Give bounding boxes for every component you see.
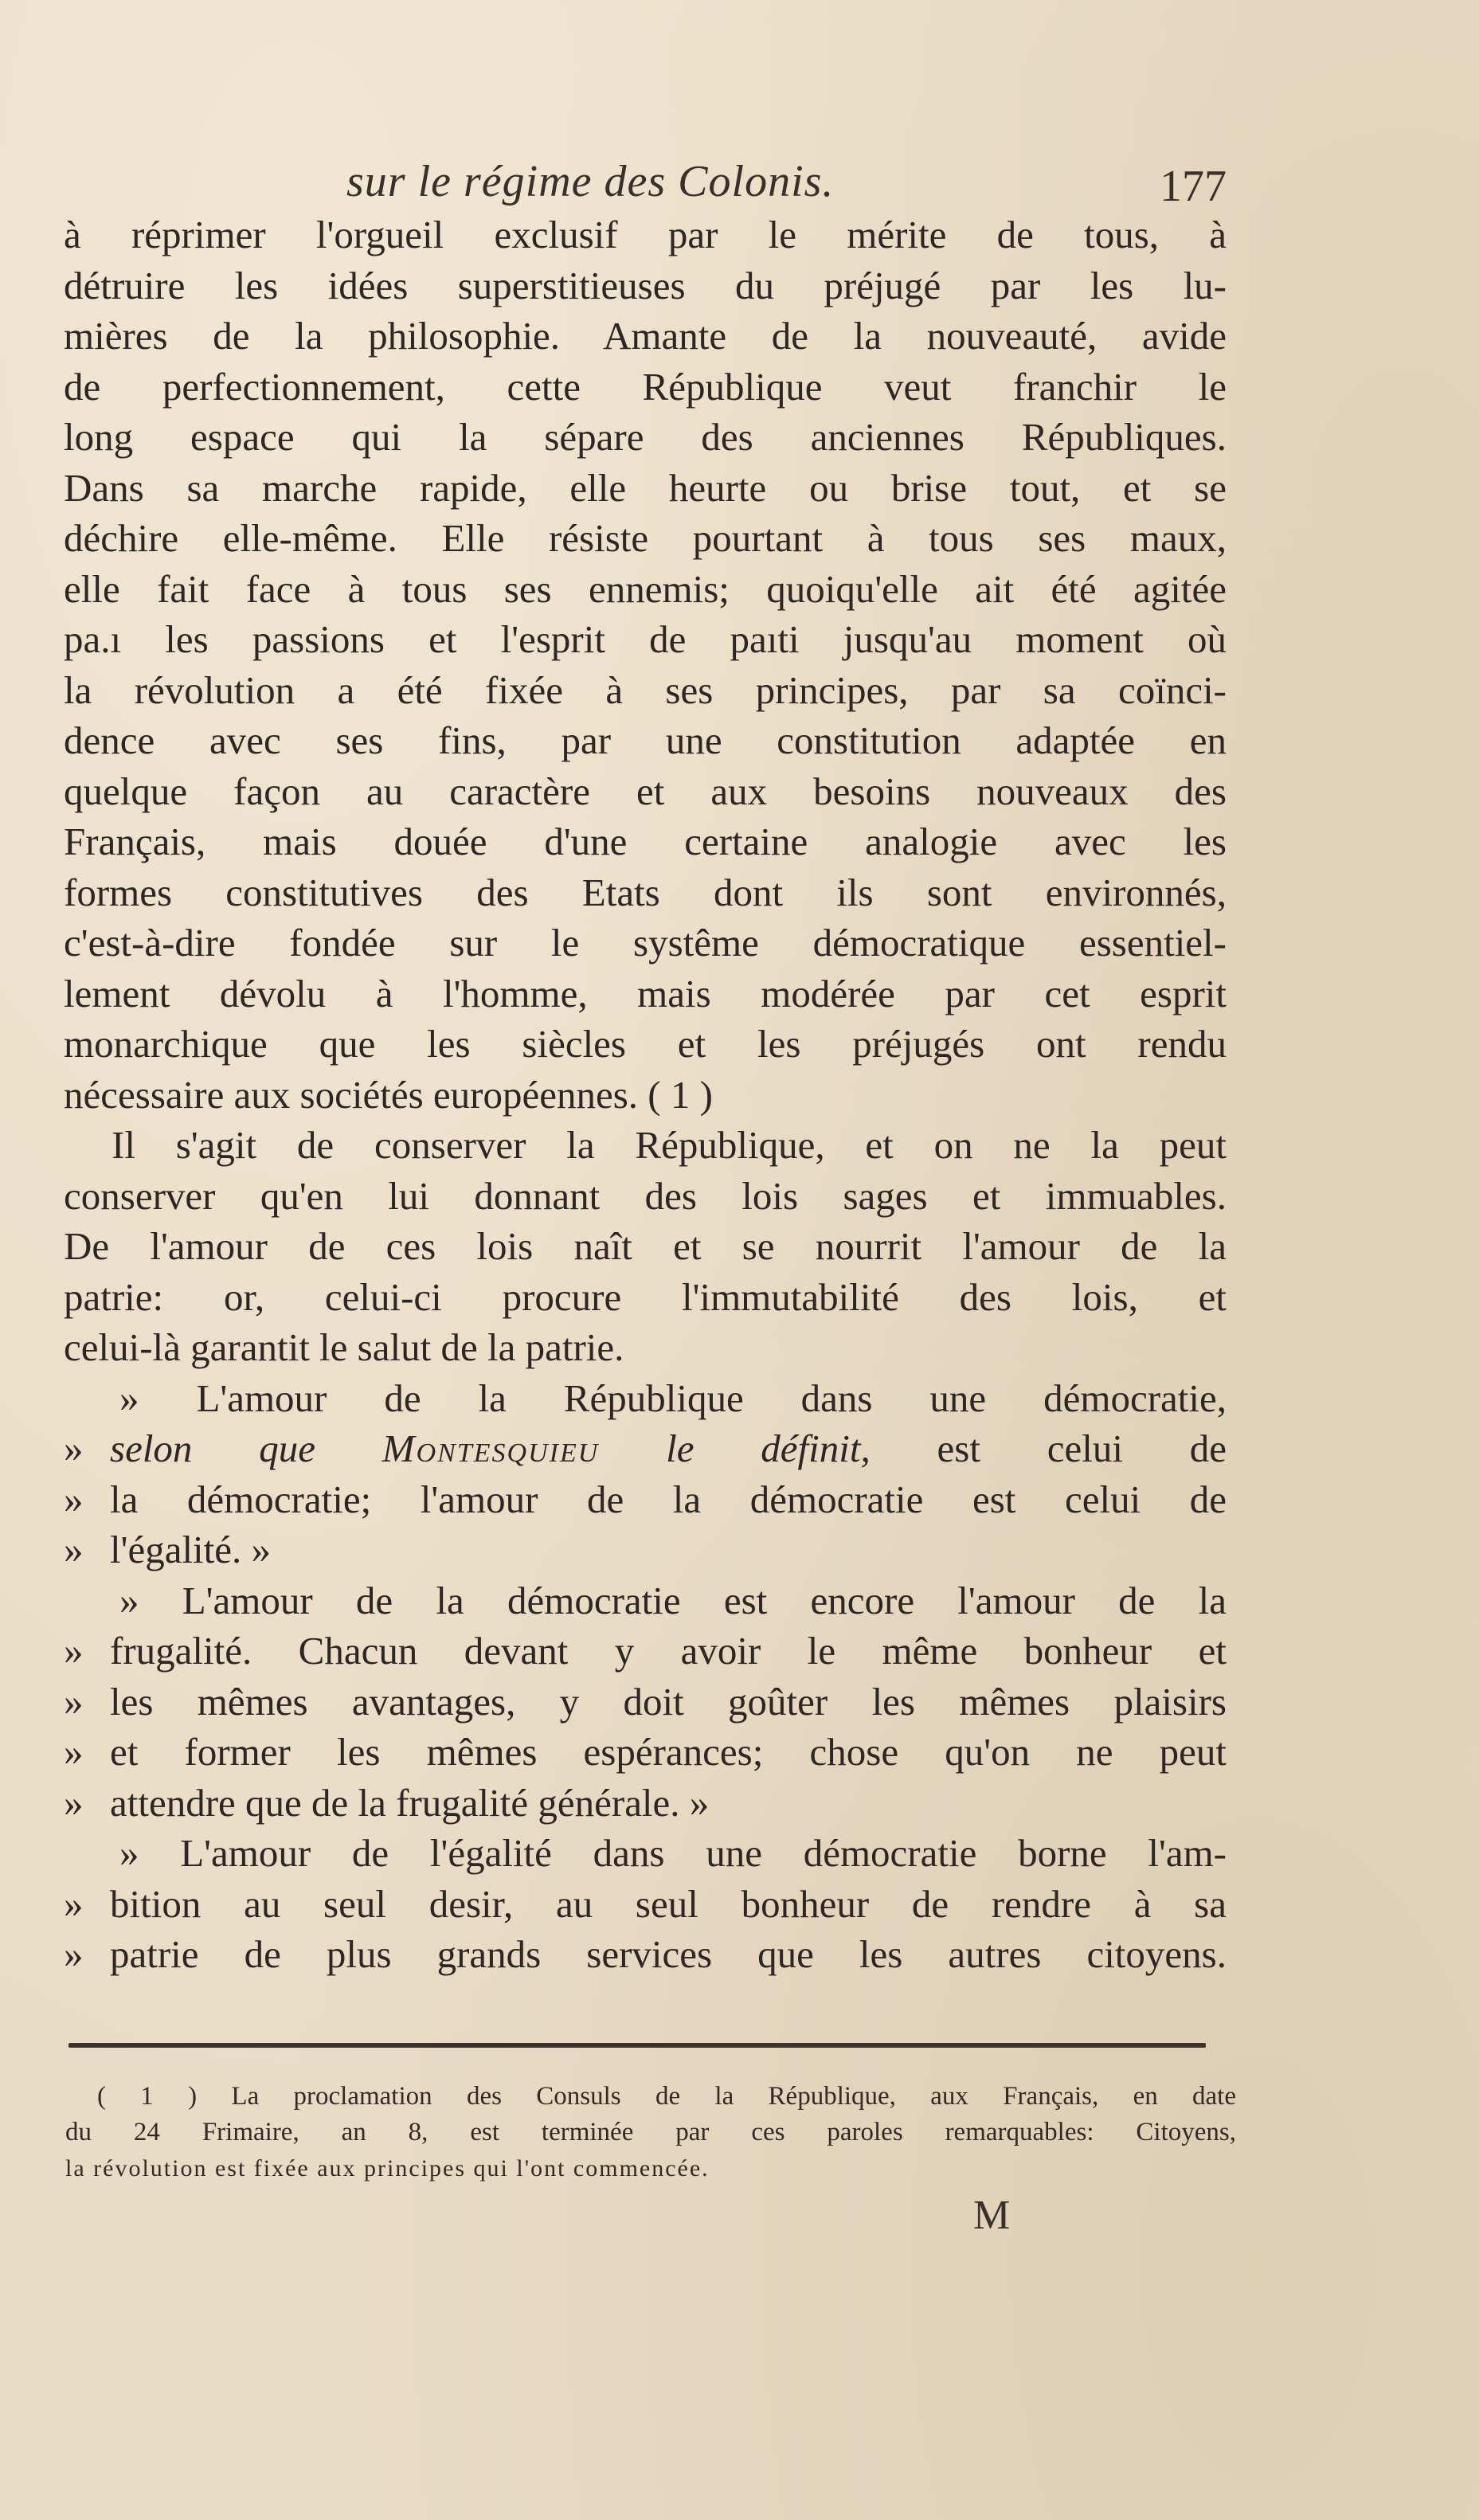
- text-line: Dans sa marche rapide, elle heurte ou brise tout, et se: [64, 465, 1227, 510]
- quote-mark: »: [64, 1679, 84, 1724]
- quote-line: [64, 1677, 1227, 1728]
- quote-line: » L'amour de la démocratie est encore l'amour de la: [119, 1578, 1227, 1622]
- quote-line: [64, 1423, 1227, 1474]
- text-fragment: patrie de plus grands services que les autres citoyens.: [110, 1932, 1227, 1976]
- signature-mark: M: [973, 2193, 1011, 2238]
- text-line: formes constitutives des Etats dont ils sont environnés,: [64, 870, 1227, 914]
- page-number: 177: [1160, 162, 1227, 211]
- text-fragment: est celui de: [937, 1426, 1227, 1470]
- text-line: De l'amour de ces lois naît et se nourrit l'amour de la: [64, 1224, 1227, 1268]
- text-fragment: bition au seul desir, au seul bonheur de rendre à sa: [110, 1881, 1227, 1926]
- text-fragment: la démocratie; l'amour de la démocratie est celui de: [110, 1477, 1227, 1521]
- italic-phrase: le définit,: [666, 1426, 871, 1470]
- running-title: sur le régime des Colonis.: [346, 157, 835, 206]
- footnote: [65, 2079, 1236, 2186]
- text-line: elle fait face à tous ses ennemis; quoiqu'elle ait été agitée: [64, 566, 1227, 611]
- text-line: long espace qui la sépare des anciennes Républiques.: [64, 415, 1227, 459]
- text-line: lement dévolu à l'homme, mais modérée par cet esprit: [64, 971, 1227, 1015]
- text-fragment: frugalité. Chacun devant y avoir le même bonheur et: [110, 1629, 1227, 1673]
- quote-mark: »: [64, 1780, 84, 1825]
- quote-mark: »: [64, 1881, 84, 1926]
- quote-line: [64, 1879, 1227, 1930]
- author-name: Montesquieu: [381, 1426, 600, 1470]
- footnote-divider: [68, 2043, 1206, 2048]
- text-line: mières de la philosophie. Amante de la nouveauté, avide: [64, 314, 1227, 358]
- quote-line: [64, 1929, 1227, 1980]
- text-fragment: et former les mêmes espérances; chose qu'on ne peut: [110, 1730, 1227, 1774]
- text-line: la révolution a été fixée à ses principes, par sa coïnci-: [64, 667, 1227, 712]
- text-line: monarchique que les siècles et les préjugés ont rendu: [64, 1022, 1227, 1066]
- text-line: à réprimer l'orgueil exclusif par le mérite de tous, à: [64, 213, 1227, 256]
- text-line: détruire les idées superstitieuses du préjugé par les lu-: [64, 263, 1227, 307]
- text-line: Il s'agit de conserver la République, et on ne la peut: [112, 1123, 1227, 1167]
- footnote-line: ( 1 ) La proclamation des Consuls de la République, aux Français, en date: [97, 2082, 1236, 2111]
- text-line: déchire elle-même. Elle résiste pourtant à tous ses maux,: [64, 516, 1227, 560]
- text-line: quelque façon au caractère et aux besoins nouveaux des: [64, 769, 1227, 813]
- quote-line: » L'amour de l'égalité dans une démocratie borne l'am-: [119, 1831, 1227, 1875]
- text-line: celui-là garantit le salut de la patrie.: [64, 1325, 624, 1369]
- text-line: de perfectionnement, cette République veut franchir le: [64, 364, 1227, 409]
- quote-line: [64, 1524, 1227, 1575]
- text-fragment: les mêmes avantages, y doit goûter les mêmes plaisirs: [110, 1679, 1227, 1724]
- quote-line: [64, 1626, 1227, 1677]
- text-line: nécessaire aux sociétés européennes. ( 1 ): [64, 1072, 713, 1117]
- quote-mark: »: [64, 1932, 84, 1976]
- text-line: c'est-à-dire fondée sur le systême démocratique essentiel-: [64, 921, 1227, 965]
- quote-line: [64, 1474, 1227, 1525]
- quote-mark: »: [64, 1629, 84, 1673]
- text-line: patrie: or, celui-ci procure l'immutabilité des lois, et: [64, 1274, 1227, 1319]
- italic-phrase: selon que: [110, 1426, 315, 1470]
- text-fragment: l'égalité. »: [110, 1528, 272, 1571]
- quote-line: [64, 1778, 1227, 1829]
- quote-mark: »: [64, 1477, 84, 1521]
- body-text: [64, 209, 1227, 1980]
- quote-mark: »: [64, 1426, 84, 1470]
- quote-mark: »: [64, 1528, 84, 1571]
- footnote-line: du 24 Frimaire, an 8, est terminée par ces paroles remarquables: Citoyens,: [65, 2118, 1236, 2146]
- text-line: dence avec ses fins, par une constitution adaptée en: [64, 718, 1227, 762]
- footnote-line: la révolution est fixée aux principes qui l'ont commencée.: [65, 2155, 710, 2182]
- text-line: conserver qu'en lui donnant des lois sages et immuables.: [64, 1173, 1227, 1218]
- quote-line: [64, 1727, 1227, 1778]
- quote-mark: »: [64, 1730, 84, 1774]
- text-line: Français, mais douée d'une certaine analogie avec les: [64, 820, 1227, 863]
- text-fragment: attendre que de la frugalité générale. »: [110, 1780, 710, 1825]
- text-line: pa.ı les passions et l'esprit de paıti jusqu'au moment où: [64, 617, 1227, 661]
- quote-line: » L'amour de la République dans une démocratie,: [119, 1375, 1227, 1420]
- running-head: [64, 156, 1227, 212]
